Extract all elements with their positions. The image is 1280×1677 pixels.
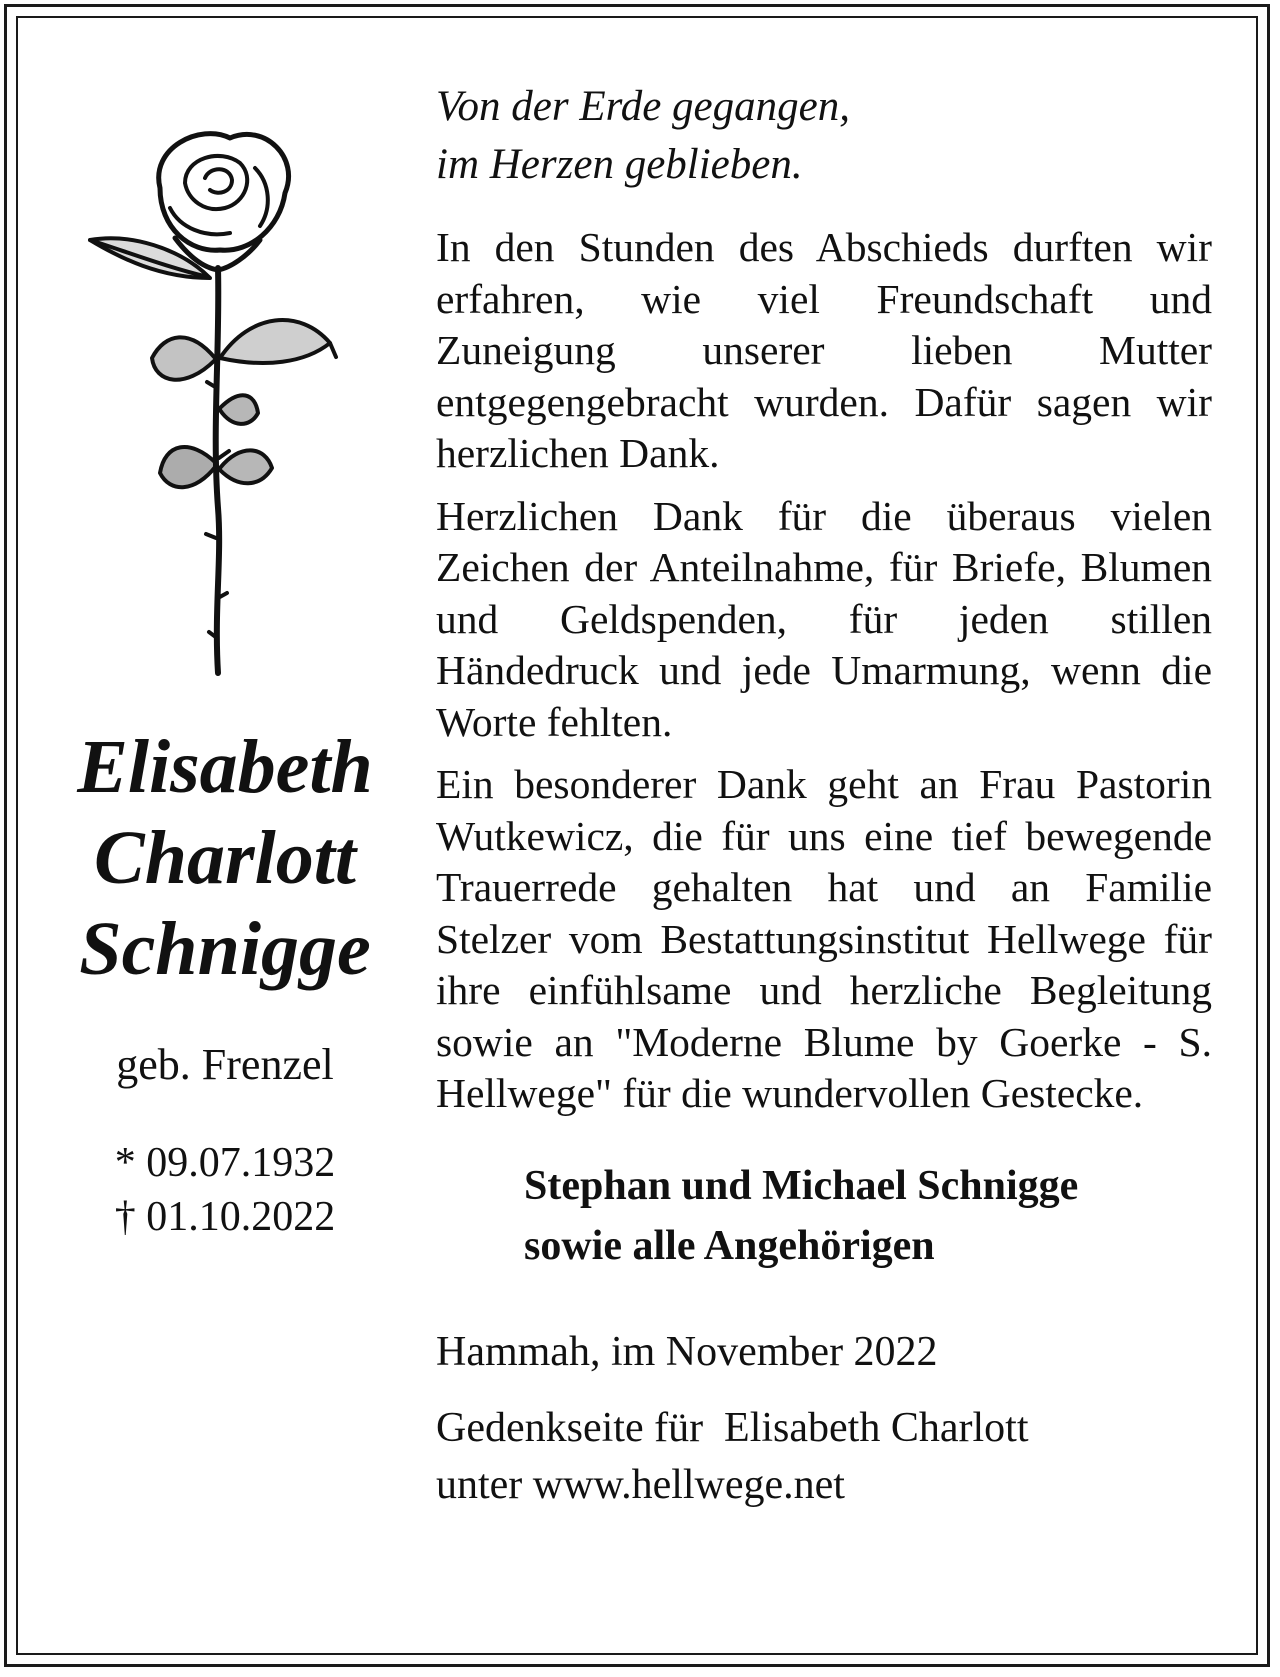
- signature: [524, 1156, 1212, 1276]
- first-name: Elisabeth: [77, 725, 373, 809]
- memorial-line-2: unter www.hellwege.net: [436, 1461, 845, 1508]
- birth-date: * 09.07.1932: [114, 1140, 336, 1186]
- memorial-line-1: Gedenkseite für Elisabeth Charlott: [436, 1404, 1029, 1451]
- memorial-info: [436, 1400, 1212, 1514]
- paragraph-condolences: Herzlichen Dank für die überaus vielen Zeichen der Anteilnahme, für Briefe, Blumen und Geldspenden, für jeden stillen Händedruck und jede Umarmung, wenn die Worte fehlten.: [436, 492, 1212, 745]
- motto: [436, 78, 1212, 194]
- deceased-name: [40, 722, 410, 995]
- motto-line-2: im Herzen geblieben.: [436, 141, 803, 188]
- place-date: Hammah, im November 2022: [436, 1328, 938, 1375]
- last-name: Schnigge: [79, 907, 371, 991]
- rose-icon: [80, 128, 360, 678]
- message-column: [436, 78, 1212, 1514]
- death-date: † 01.10.2022: [114, 1194, 336, 1240]
- life-dates: [40, 1136, 410, 1244]
- middle-name: Charlott: [94, 816, 356, 900]
- signature-line-2: sowie alle Angehörigen: [524, 1222, 935, 1269]
- birth-name: geb. Frenzel: [116, 1040, 334, 1089]
- paragraph-thanks: In den Stunden des Abschieds durften wir erfahren, wie viel Freundschaft und Zuneigung unserer lieben Mutter entgegengebracht wurden. Dafür sagen wir herzlichen Dank.: [436, 224, 1212, 476]
- signature-line-1: Stephan und Michael Schnigge: [524, 1162, 1079, 1209]
- motto-line-1: Von der Erde gegangen,: [436, 83, 850, 130]
- paragraph-special-thanks: Ein besonderer Dank geht an Frau Pastorin Wutkewicz, die für uns eine tief bewegende Trauerrede gehalten hat und an Familie Stelzer vom Bestattungsinstitut Hellwege für ihre einfühlsame und herzliche Begleitung sowie an "Moderne Blume by Goerke - S. Hellwege" für die wundervollen Gestecke.: [436, 761, 1212, 1116]
